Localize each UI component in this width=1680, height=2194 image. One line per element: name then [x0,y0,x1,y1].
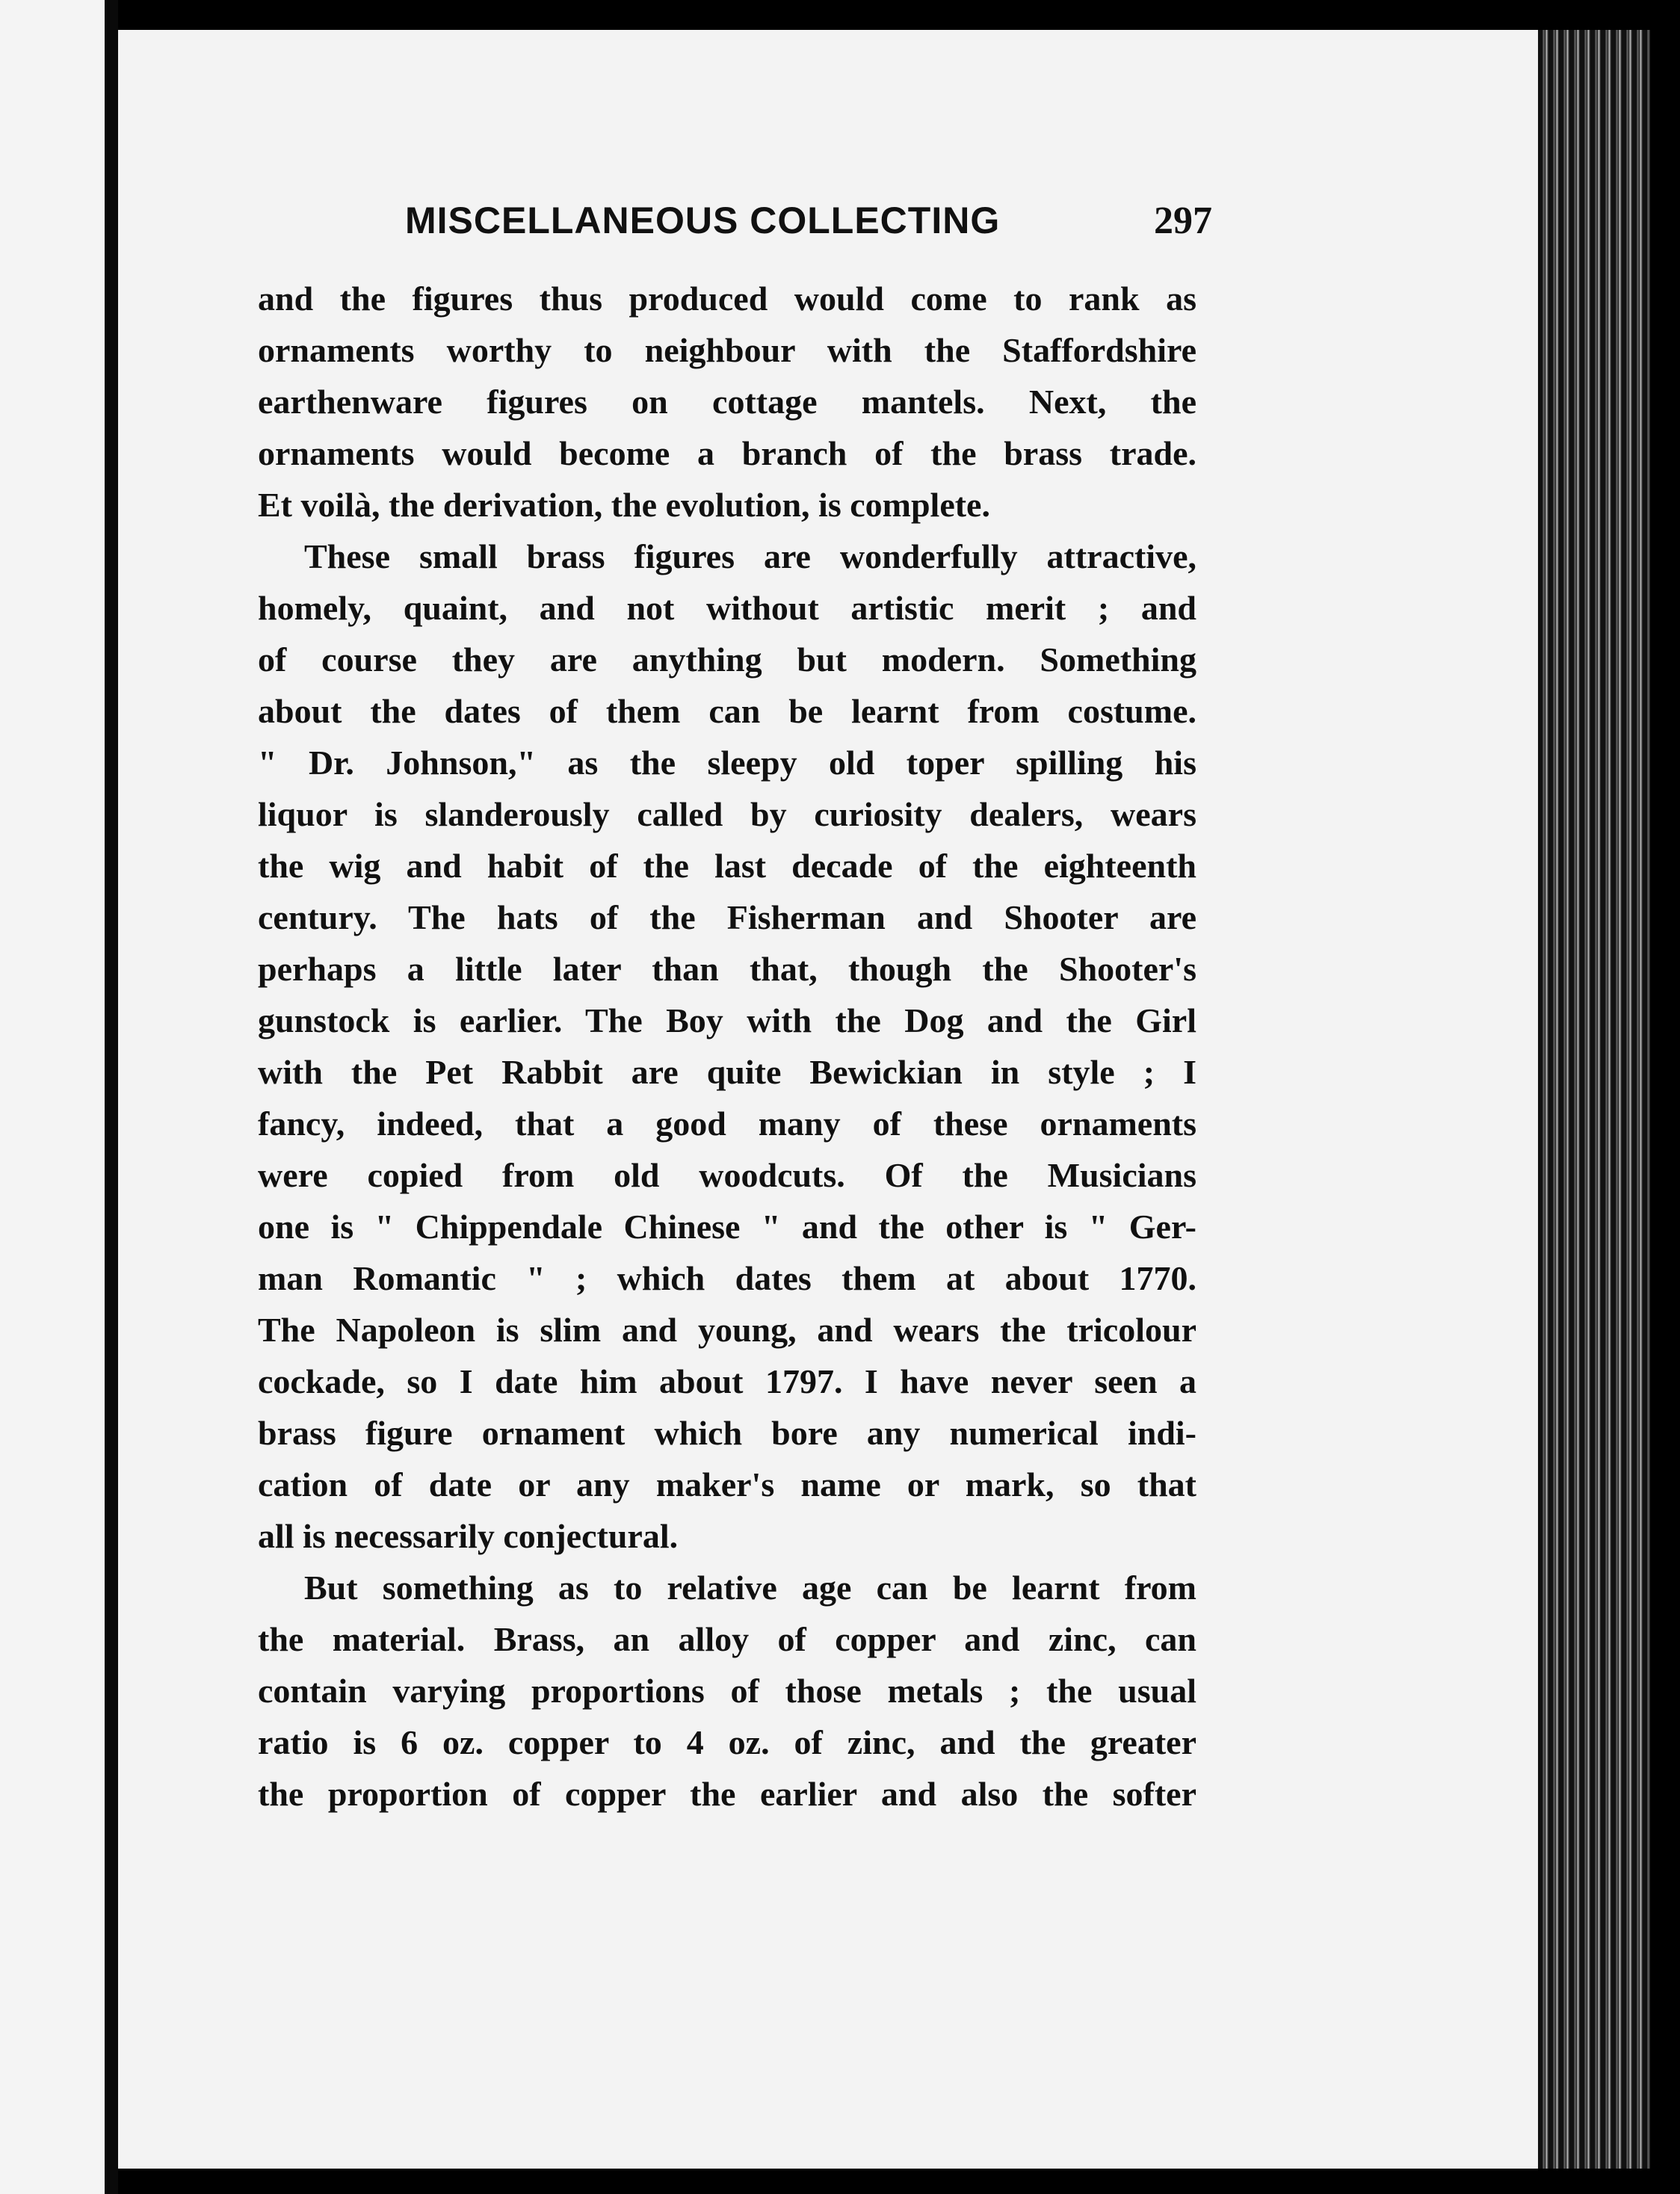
text-line: the proportion of copper the earlier and also the softer [258,1775,1196,1813]
page-number: 297 [1154,200,1212,242]
text-line: and the figures thus produced would come to rank as [258,279,1196,318]
page-header [405,199,1212,251]
text-line: of course they are anything but modern. Something [258,640,1196,679]
body-text [258,273,1196,1820]
text-line: " Dr. Johnson," as the sleepy old toper spilling his [258,744,1196,782]
text-line: century. The hats of the Fisherman and Shooter are [258,898,1196,936]
text-line: all is necessarily conjectural. [258,1517,679,1555]
text-line: liquor is slanderously called by curiosity dealers, wears [258,795,1196,833]
running-head: MISCELLANEOUS COLLECTING [405,200,1001,241]
text-line: The Napoleon is slim and young, and wears the tricolour [258,1311,1196,1349]
text-line: These small brass figures are wonderfully attractive, [304,537,1196,575]
text-line: ornaments worthy to neighbour with the Staffordshire [258,331,1196,369]
text-line: perhaps a little later than that, though the Shooter's [258,950,1196,988]
text-line: man Romantic " ; which dates them at about 1770. [258,1259,1196,1297]
text-line: Et voilà, the derivation, the evolution, is complete. [258,486,990,524]
text-line: with the Pet Rabbit are quite Bewickian in style ; I [258,1053,1196,1091]
facing-page-edge [0,0,105,2194]
text-line: But something as to relative age can be learnt from [304,1569,1196,1607]
text-line: the material. Brass, an alloy of copper and zinc, can [258,1620,1196,1658]
text-line: earthenware figures on cottage mantels. Next, the [258,383,1196,421]
page-stack-edge [1538,30,1650,2169]
text-line: contain varying proportions of those metals ; the usual [258,1672,1196,1710]
text-line: cockade, so I date him about 1797. I have never seen a [258,1362,1196,1400]
text-line: brass figure ornament which bore any numerical indi- [258,1414,1196,1452]
text-line: homely, quaint, and not without artistic merit ; and [258,589,1196,627]
left-border [105,0,118,2194]
text-line: fancy, indeed, that a good many of these ornaments [258,1104,1196,1143]
text-line: were copied from old woodcuts. Of the Musicians [258,1156,1196,1194]
text-line: ratio is 6 oz. copper to 4 oz. of zinc, and the greater [258,1723,1196,1761]
text-line: cation of date or any maker's name or mark, so that [258,1465,1196,1504]
text-line: the wig and habit of the last decade of the eighteenth [258,847,1196,885]
text-line: gunstock is earlier. The Boy with the Dog and the Girl [258,1001,1196,1039]
text-line: one is " Chippendale Chinese " and the other is " Ger- [258,1208,1196,1246]
text-line: about the dates of them can be learnt from costume. [258,692,1196,730]
text-line: ornaments would become a branch of the brass trade. [258,434,1196,472]
